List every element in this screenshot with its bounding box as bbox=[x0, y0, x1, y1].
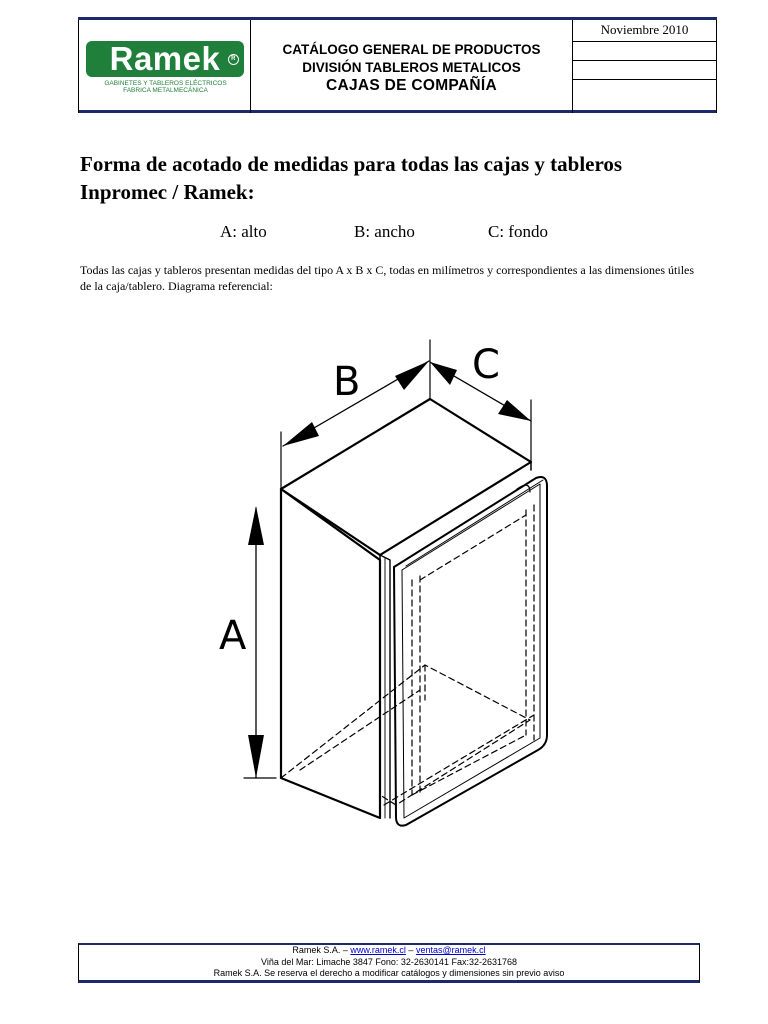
document-date: Noviembre 2010 bbox=[573, 20, 716, 42]
arrow-a-top-icon bbox=[248, 506, 264, 545]
footer-company: Ramek S.A. – bbox=[292, 945, 351, 955]
heading-line-1: Forma de acotado de medidas para todas las cajas y tableros bbox=[80, 152, 623, 176]
arrow-c-right-icon bbox=[498, 400, 531, 421]
dimension-c-label: C: fondo bbox=[488, 222, 548, 241]
arrow-a-bottom-icon bbox=[248, 735, 264, 778]
catalog-title: CATÁLOGO GENERAL DE PRODUCTOS bbox=[282, 42, 541, 57]
logo-subtitle-1: GABINETES Y TABLEROS ELÉCTRICOS bbox=[104, 80, 227, 87]
footer-separator: – bbox=[405, 945, 416, 955]
footer-website-link[interactable]: www.ramek.cl bbox=[350, 945, 406, 955]
diagram-label-c: C bbox=[472, 342, 500, 388]
footer-address-line: Viña del Mar: Limache 3847 Fono: 32-2630141 Fax:32-2631768 bbox=[260, 956, 517, 967]
diagram-label-a: A bbox=[219, 613, 247, 659]
arrow-c-left-icon bbox=[430, 362, 457, 385]
logo-text: Ramek bbox=[109, 40, 221, 77]
footer-contact-line bbox=[79, 945, 699, 957]
logo-subtitle-2: FABRICA METALMECÁNICA bbox=[123, 87, 208, 94]
section-title: CAJAS DE COMPAÑÍA bbox=[325, 77, 498, 94]
arrow-b-left-icon bbox=[283, 422, 319, 446]
heading-line-2: Inpromec / Ramek: bbox=[80, 180, 255, 204]
document-footer bbox=[78, 943, 700, 983]
registered-icon: R bbox=[228, 54, 239, 65]
division-title: DIVISIÓN TABLEROS METALICOS bbox=[302, 60, 521, 75]
arrow-b-right-icon bbox=[395, 361, 429, 390]
footer-email-link[interactable]: ventas@ramek.cl bbox=[415, 945, 486, 955]
box-top-face bbox=[281, 399, 531, 555]
diagram-label-b: B bbox=[333, 359, 361, 405]
dimension-b-label: B: ancho bbox=[354, 222, 415, 241]
description-paragraph: Todas las cajas y tableros presentan medidas del tipo A x B x C, todas en milímetros y correspondientes a las dimensiones útiles de la caja/tablero. Diagrama referencial: bbox=[80, 263, 695, 293]
footer-disclaimer-line: Ramek S.A. Se reserva el derecho a modificar catálogos y dimensiones sin previo aviso bbox=[213, 968, 565, 978]
dimension-a-label: A: alto bbox=[220, 222, 267, 241]
